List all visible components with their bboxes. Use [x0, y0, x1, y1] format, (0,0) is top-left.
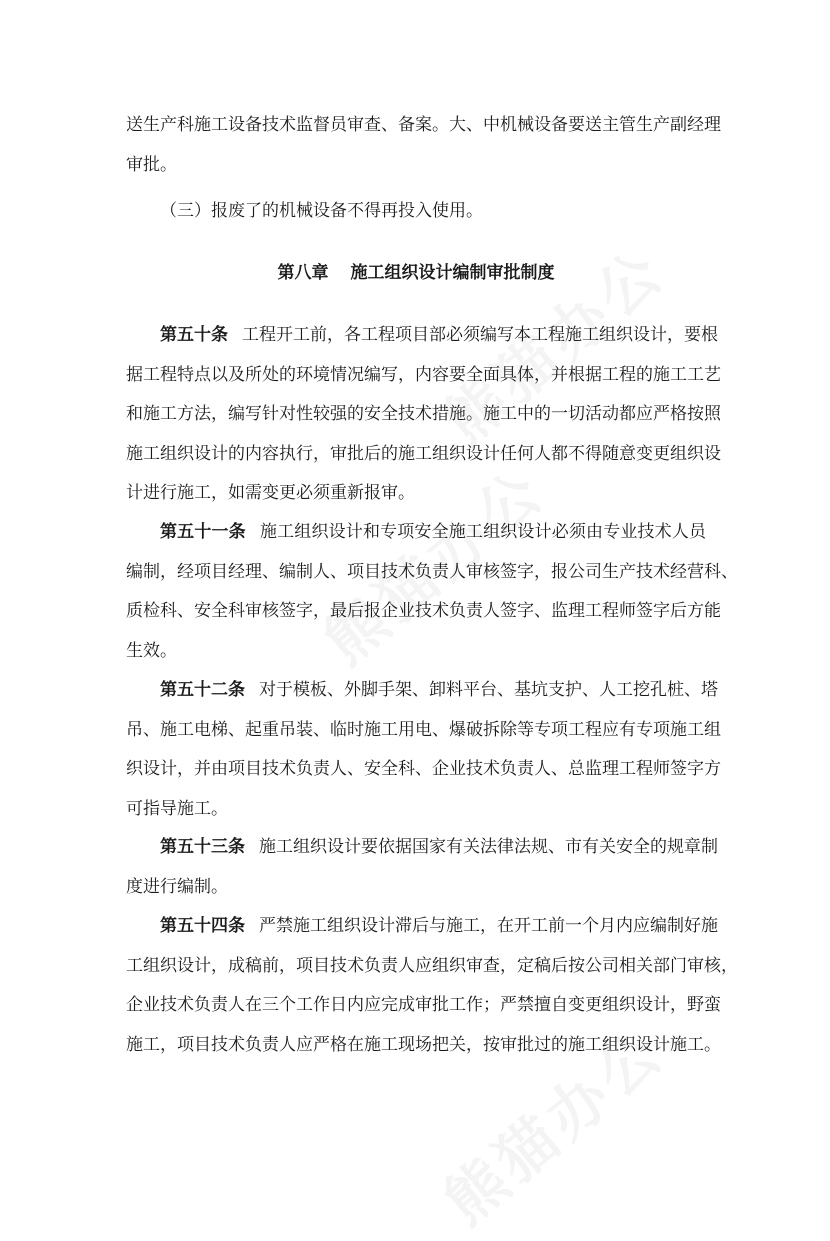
text-line: 吊、施工电梯、起重吊装、临时施工用电、爆破拆除等专项工程应有专项施工组: [126, 719, 721, 740]
chapter-number: 第八章: [277, 263, 329, 283]
text-line: 生效。: [126, 640, 177, 661]
article-text: 严禁施工组织设计滞后与施工，在开工前一个月内应编制好施: [259, 916, 718, 936]
article-text: 对于模板、外脚手架、卸料平台、基坑支护、人工挖孔桩、塔: [259, 680, 718, 700]
text-line: 据工程特点以及所处的环境情况编写，内容要全面具体，并根据工程的施工工艺: [126, 364, 721, 385]
article-50: [126, 316, 721, 514]
article-label: 第五十一条: [160, 522, 246, 542]
text-line: 编制，经项目经理、编制人、项目技术负责人审核签字，报公司生产技术经营科、: [126, 561, 738, 582]
chapter-heading: [126, 258, 706, 288]
article-label: 第五十二条: [160, 680, 245, 700]
article-text: 工程开工前，各工程项目部必须编写本工程施工组织设计，要根: [242, 325, 718, 345]
text-line: 和施工方法，编写针对性较强的安全技术措施。施工中的一切活动都应严格按照: [126, 404, 721, 424]
article-label: 第五十四条: [160, 916, 245, 936]
text-line: 施工组织设计的内容执行，审批后的施工组织设计任何人都不得随意变更组织设: [126, 443, 721, 464]
article-text: 施工组织设计和专项安全施工组织设计必须由专业技术人员: [259, 522, 707, 542]
article-51: [126, 513, 738, 671]
text-line: 可指导施工。: [126, 798, 228, 819]
text-line: 质检科、安全科审核签字，最后报企业技术负责人签字、监理工程师签字后方能: [126, 601, 721, 621]
text-line: 企业技术负责人在三个工作日内应完成审批工作；严禁擅自变更组织设计，野蛮: [126, 995, 721, 1015]
text-line: （三）报废了的机械设备不得再投入使用。: [160, 201, 483, 221]
text-line: [126, 828, 718, 868]
intro-paragraph: [126, 106, 721, 185]
text-line: [126, 513, 706, 553]
text-line: 送生产科施工设备技术监督员审查、备案。大、中机械设备要送主管生产副经理: [126, 115, 721, 135]
article-54: [126, 907, 738, 1065]
chapter-title: 施工组织设计编制审批制度: [350, 263, 555, 283]
article-label: 第五十三条: [160, 837, 245, 857]
article-52: [126, 671, 721, 829]
article-53: [126, 828, 718, 907]
text-line: [126, 316, 718, 356]
text-line: 工组织设计，成稿前，项目技术负责人应组织审查，定稿后按公司相关部门审核，: [126, 955, 738, 976]
text-line: 审批。: [126, 154, 177, 175]
text-line: 计进行施工，如需变更必须重新报审。: [126, 483, 415, 503]
text-line: [126, 907, 718, 947]
text-line: 织设计，并由项目技术负责人、安全科、企业技术负责人、总监理工程师签字方: [126, 759, 721, 779]
text-line: [126, 671, 718, 711]
article-text: 施工组织设计要依据国家有关法律法规、市有关安全的规章制: [259, 837, 718, 857]
text-line: 施工，项目技术负责人应严格在施工现场把关，按审批过的施工组织设计施工。: [126, 1034, 721, 1055]
item-3-paragraph: [126, 192, 706, 232]
text-line: 度进行编制。: [126, 876, 228, 897]
article-label: 第五十条: [160, 325, 228, 345]
